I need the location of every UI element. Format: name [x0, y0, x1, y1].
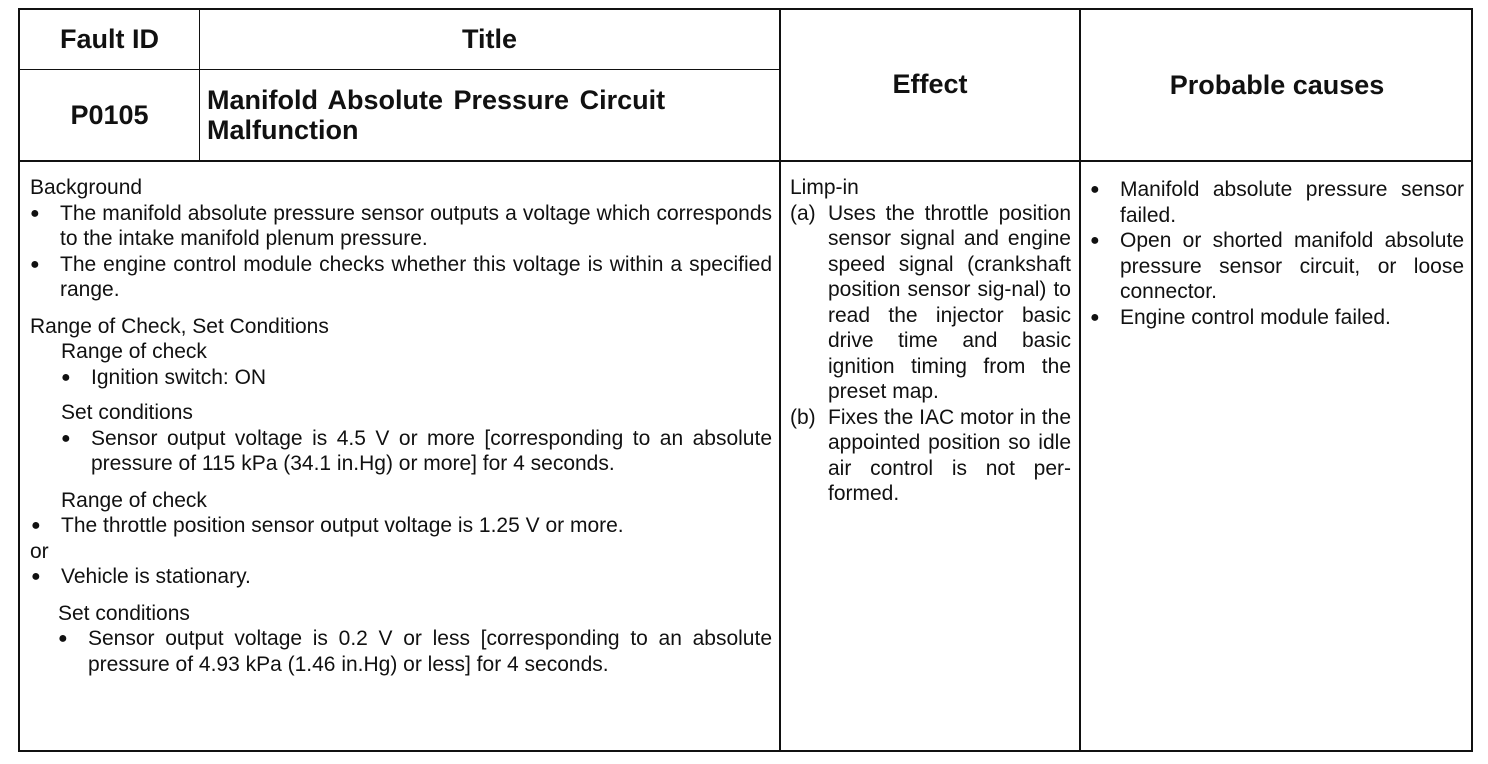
- cause-text: Manifold absolute pressure sensor failed.: [1120, 178, 1464, 227]
- header-effect: Effect: [892, 68, 968, 99]
- cause-item: [1090, 228, 1464, 305]
- set-bullet-text: Sensor output voltage is 4.5 V or more [corresponding to an absolute pressure of 115 kPa (34.1 in.Hg) or more] for 4 seconds.: [91, 426, 772, 475]
- cause-text: Engine control module failed.: [1120, 305, 1391, 329]
- bullet-icon: ●: [58, 630, 68, 647]
- cause-item: [1090, 305, 1464, 331]
- range-bullet-text: Vehicle is stationary.: [61, 565, 251, 588]
- cause-item: [1090, 177, 1464, 228]
- set-bullet-text: Sensor output voltage is 0.2 V or less [corresponding to an absolute pressure of 4.93 kPa (1.46 in.Hg) or less] for 4 seconds.: [88, 627, 772, 676]
- range-of-check-heading: Range of check: [61, 488, 207, 512]
- or-text: or: [30, 539, 49, 563]
- effect-item: [790, 405, 1071, 507]
- effect-item-text: Uses the throttle position sensor signal and engine speed signal (crankshaft position sensor sig-nal) to read the injector basic drive time and basic ignition timing from the preset map.: [828, 201, 1071, 403]
- divider-h-body: [20, 160, 1473, 162]
- range-section-heading: Range of Check, Set Conditions: [30, 314, 329, 338]
- effect-item-label: (a): [790, 201, 816, 225]
- range-bullet: [61, 365, 772, 391]
- fault-title-value: Manifold Absolute Pressure Circuit Malfunction: [207, 85, 666, 145]
- condition-group-2: [30, 488, 772, 678]
- background-heading: Background: [30, 176, 143, 199]
- bullet-icon: ●: [1090, 232, 1100, 249]
- range-of-check-heading: Range of check: [61, 340, 207, 363]
- range-bullet: [30, 564, 772, 590]
- set-bullet: [61, 426, 772, 477]
- background-bullet-text: The manifold absolute pressure sensor outputs a voltage which corresponds to the intake manifold plenum pressure.: [60, 201, 772, 250]
- effect-item-label: (b): [790, 405, 816, 429]
- causes-column: [1090, 177, 1464, 330]
- header-title: Title: [461, 24, 517, 54]
- range-bullet: [30, 513, 772, 539]
- background-bullet: [30, 201, 772, 252]
- fault-id-value: P0105: [70, 99, 149, 130]
- condition-group-1: [30, 339, 772, 477]
- bullet-icon: ●: [1090, 308, 1100, 326]
- set-bullet: [58, 626, 772, 677]
- effect-column: [790, 175, 1071, 507]
- bullet-icon: ●: [61, 429, 71, 447]
- bullet-icon: ●: [30, 204, 40, 222]
- cause-text: Open or shorted manifold absolute pressure sensor circuit, or loose connector.: [1120, 229, 1464, 303]
- range-bullet-text: The throttle position sensor output voltage is 1.25 V or more.: [61, 514, 624, 537]
- set-conditions-heading: Set conditions: [61, 401, 193, 424]
- header-fault-id: Fault ID: [60, 24, 159, 54]
- header-probable-causes: Probable causes: [1169, 69, 1385, 100]
- fault-table: [18, 8, 1473, 752]
- effect-heading: Limp-in: [790, 176, 859, 199]
- range-bullet-text: Ignition switch: ON: [91, 365, 267, 389]
- bullet-icon: ●: [31, 517, 41, 534]
- set-conditions-heading: Set conditions: [58, 601, 190, 625]
- bullet-icon: ●: [30, 255, 40, 273]
- bullet-icon: ●: [31, 568, 41, 585]
- bullet-icon: ●: [1090, 181, 1100, 198]
- conditions-column: [30, 175, 772, 677]
- effect-item-text: Fixes the IAC motor in the appointed position so idle air control is not per-formed.: [828, 405, 1071, 505]
- bullet-icon: ●: [61, 368, 71, 386]
- background-bullet-text: The engine control module checks whether this voltage is within a specified range.: [60, 252, 772, 301]
- effect-item: [790, 201, 1071, 405]
- background-bullet: [30, 252, 772, 303]
- condition-group-2-set: [30, 601, 772, 678]
